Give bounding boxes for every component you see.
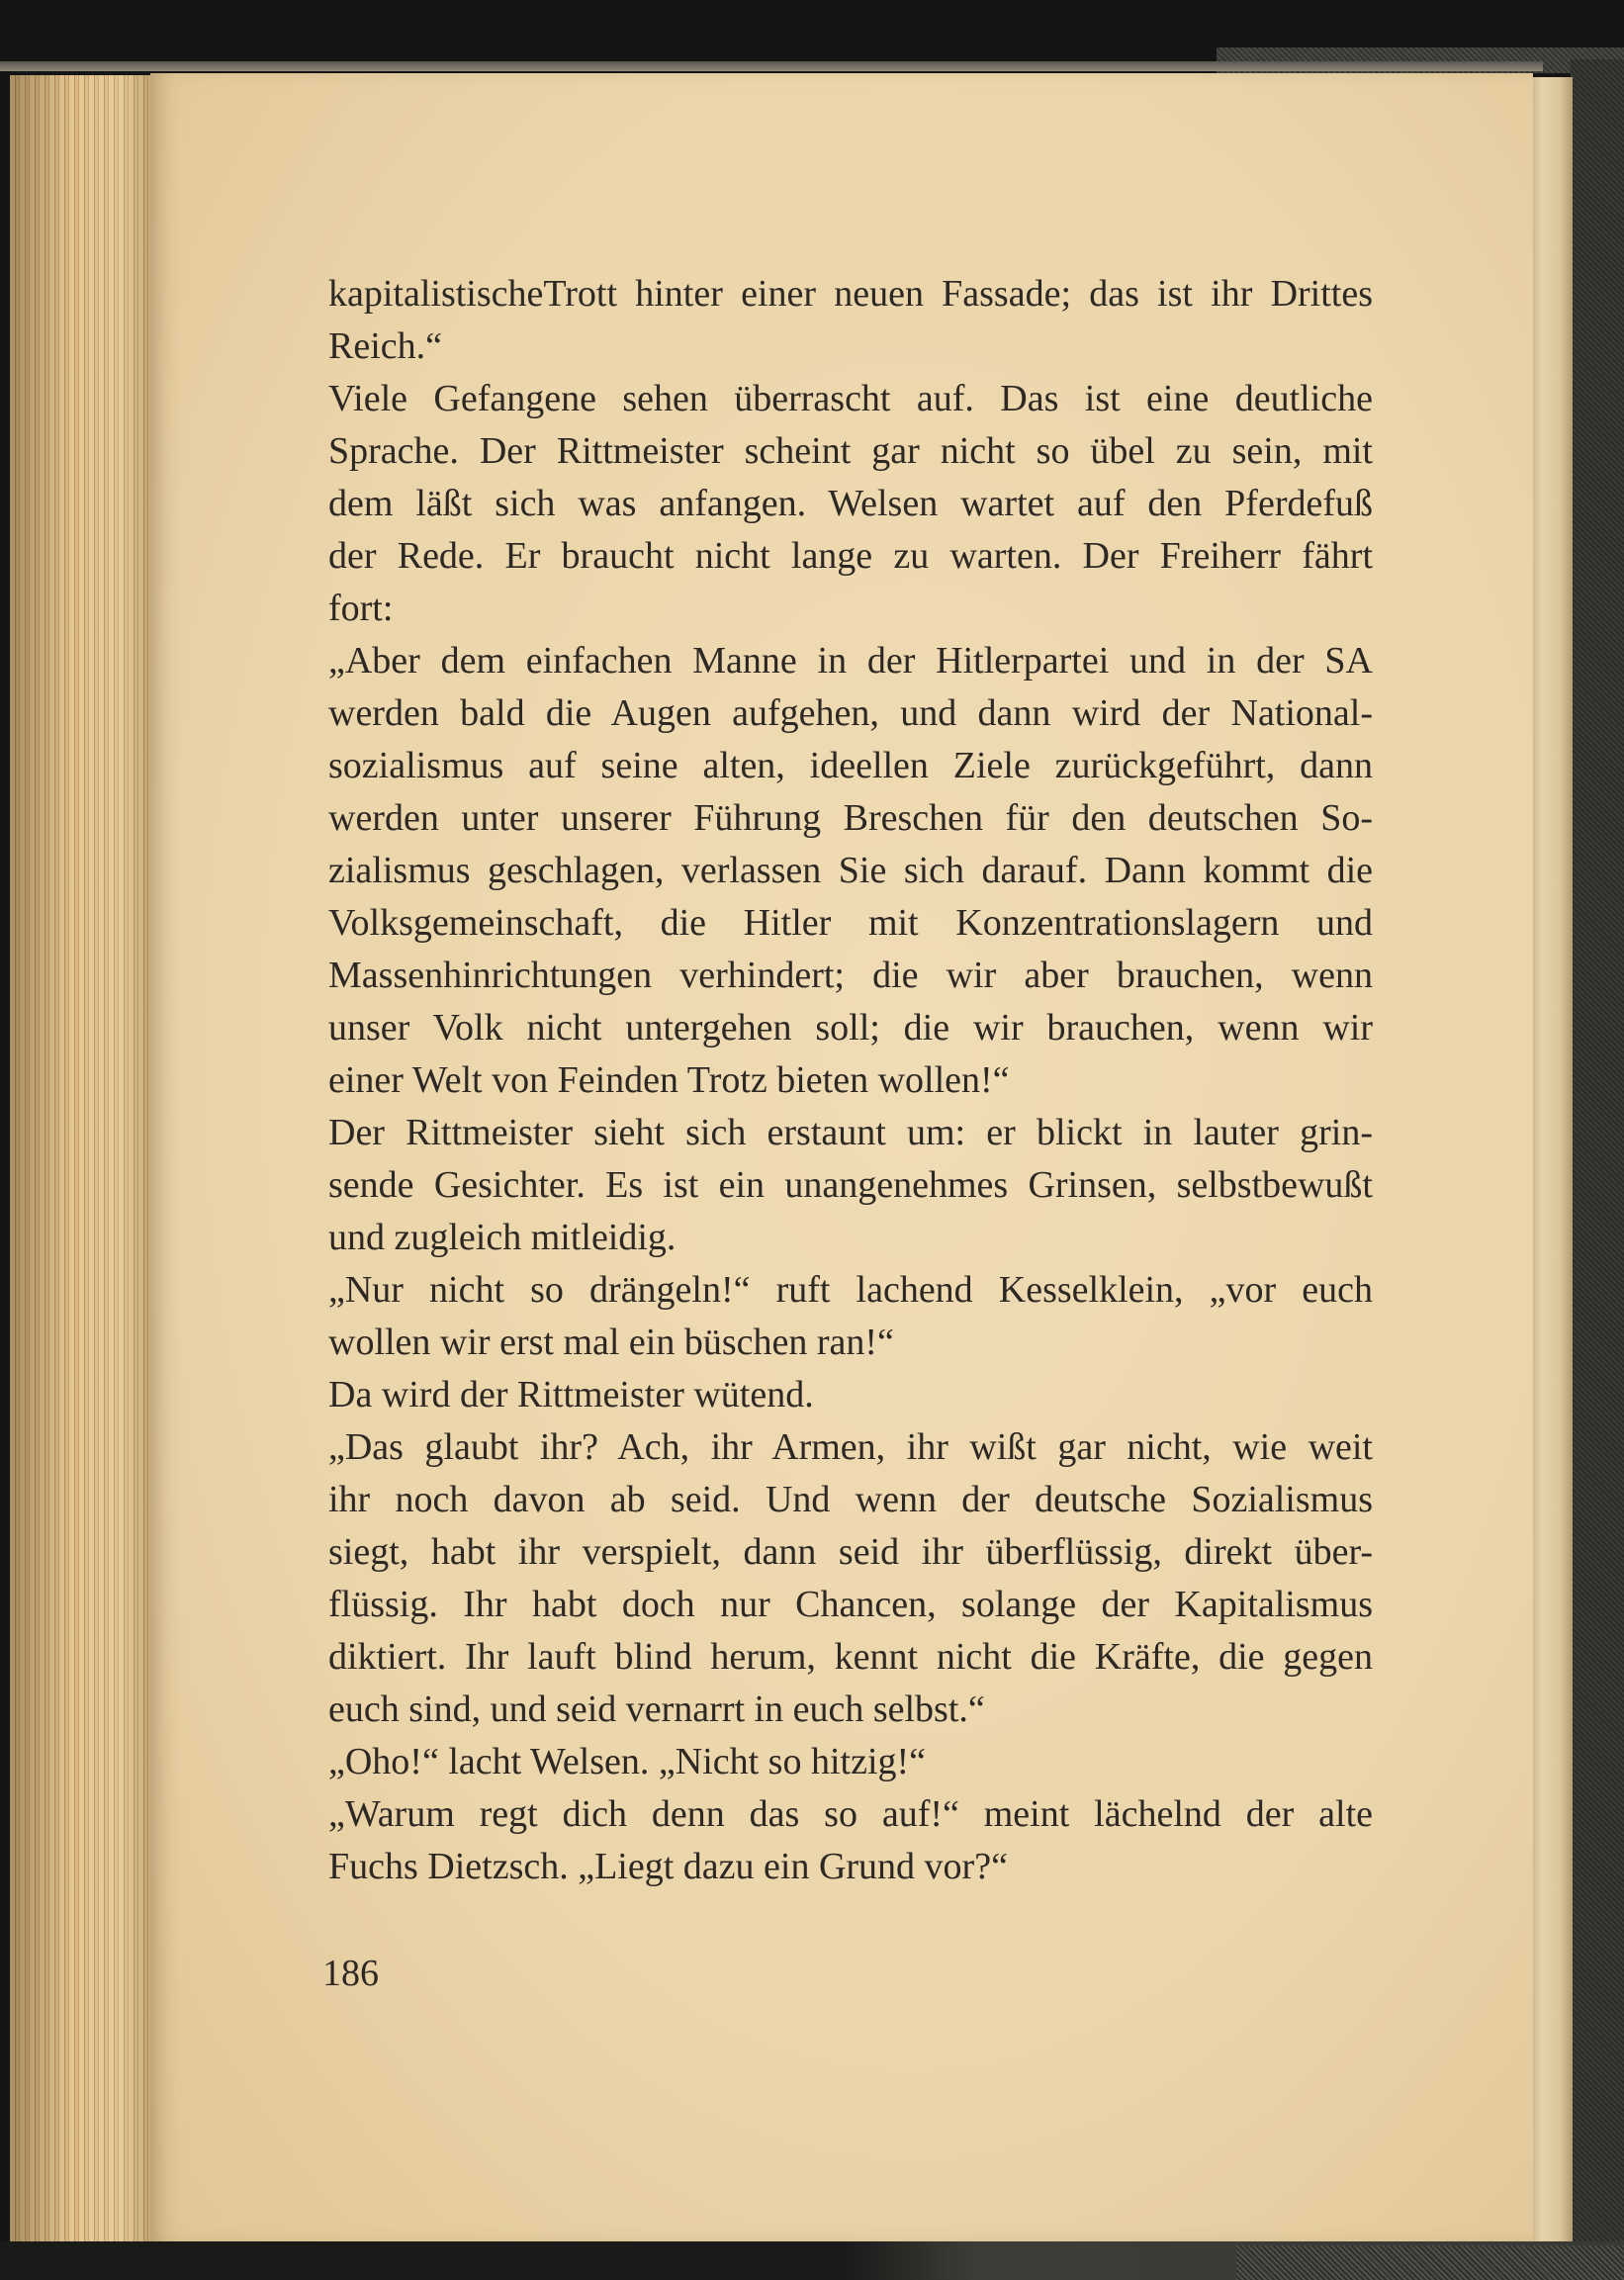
text-line: euch sind, und seid vernarrt in euch selbst.“: [328, 1688, 985, 1730]
text-line: Fuchs Dietzsch. „Liegt dazu ein Grund vor?“: [328, 1846, 1008, 1887]
page-stack-left: [10, 75, 158, 2251]
text-line: siegt, habt ihr verspielt, dann seid ihr überflüssig, direkt über-: [328, 1531, 1373, 1573]
page-edge-right: [1529, 77, 1573, 2249]
paragraph: [328, 373, 1373, 635]
text-line: werden unter unserer Führung Breschen für den deutschen So-: [328, 797, 1373, 839]
cover-cloth-bottom: [1236, 2245, 1624, 2280]
paragraph: [328, 1736, 1373, 1788]
paragraph: [328, 635, 1373, 1107]
text-line: „Nur nicht so drängeln!“ ruft lachend Kesselklein, „vor euch: [328, 1269, 1373, 1311]
paragraph: [328, 1107, 1373, 1264]
text-line: zialismus geschlagen, verlassen Sie sich darauf. Dann kommt die: [328, 850, 1373, 891]
text-line: „Aber dem einfachen Manne in der Hitlerpartei und in der SA: [328, 640, 1373, 682]
text-line: „Das glaubt ihr? Ach, ihr Armen, ihr wißt gar nicht, wie weit: [328, 1426, 1373, 1468]
paragraph: [328, 1264, 1373, 1369]
paragraph: [328, 1788, 1373, 1893]
body-text: [328, 268, 1373, 1893]
text-line: Sprache. Der Rittmeister scheint gar nicht so übel zu sein, mit: [328, 430, 1373, 472]
paragraph: [328, 268, 1373, 373]
text-line: ihr noch davon ab seid. Und wenn der deutsche Sozialismus: [328, 1479, 1373, 1520]
text-line: Volksgemeinschaft, die Hitler mit Konzentrationslagern und: [328, 902, 1373, 944]
text-line: unser Volk nicht untergehen soll; die wir brauchen, wenn wir: [328, 1007, 1373, 1049]
text-line: einer Welt von Feinden Trotz bieten wollen!“: [328, 1059, 1010, 1101]
text-line: Reich.“: [328, 325, 443, 367]
text-line: dem läßt sich was anfangen. Welsen wartet auf den Pferdefuß: [328, 483, 1373, 524]
text-line: sozialismus auf seine alten, ideellen Ziele zurückgeführt, dann: [328, 745, 1373, 786]
text-line: werden bald die Augen aufgehen, und dann wird der National-: [328, 692, 1373, 734]
text-line: wollen wir erst mal ein büschen ran!“: [328, 1322, 894, 1363]
text-line: Der Rittmeister sieht sich erstaunt um: er blickt in lauter grin-: [328, 1112, 1373, 1153]
text-line: flüssig. Ihr habt doch nur Chancen, solange der Kapitalismus: [328, 1584, 1373, 1625]
text-line: Viele Gefangene sehen überrascht auf. Das ist eine deutliche: [328, 378, 1373, 419]
cover-cloth-right: [1571, 59, 1624, 2280]
text-line: „Warum regt dich denn das so auf!“ meint lächelnd der alte: [328, 1793, 1373, 1835]
binding-edge: [0, 61, 1543, 71]
paragraph: [328, 1421, 1373, 1736]
text-line: kapitalistischeTrott hinter einer neuen Fassade; das ist ihr Drittes: [328, 273, 1373, 315]
text-line: und zugleich mitleidig.: [328, 1217, 677, 1258]
text-line: diktiert. Ihr lauft blind herum, kennt nicht die Kräfte, die gegen: [328, 1636, 1373, 1678]
text-line: fort:: [328, 588, 394, 629]
page-number: 186: [322, 1953, 379, 1994]
text-line: Da wird der Rittmeister wütend.: [328, 1374, 814, 1415]
text-line: Massenhinrichtungen verhindert; die wir aber brauchen, wenn: [328, 955, 1373, 996]
text-line: sende Gesichter. Es ist ein unangenehmes Grinsen, selbstbewußt: [328, 1164, 1373, 1206]
text-line: „Oho!“ lacht Welsen. „Nicht so hitzig!“: [328, 1741, 927, 1782]
text-line: der Rede. Er braucht nicht lange zu warten. Der Freiherr fährt: [328, 535, 1373, 577]
paragraph: [328, 1369, 1373, 1421]
